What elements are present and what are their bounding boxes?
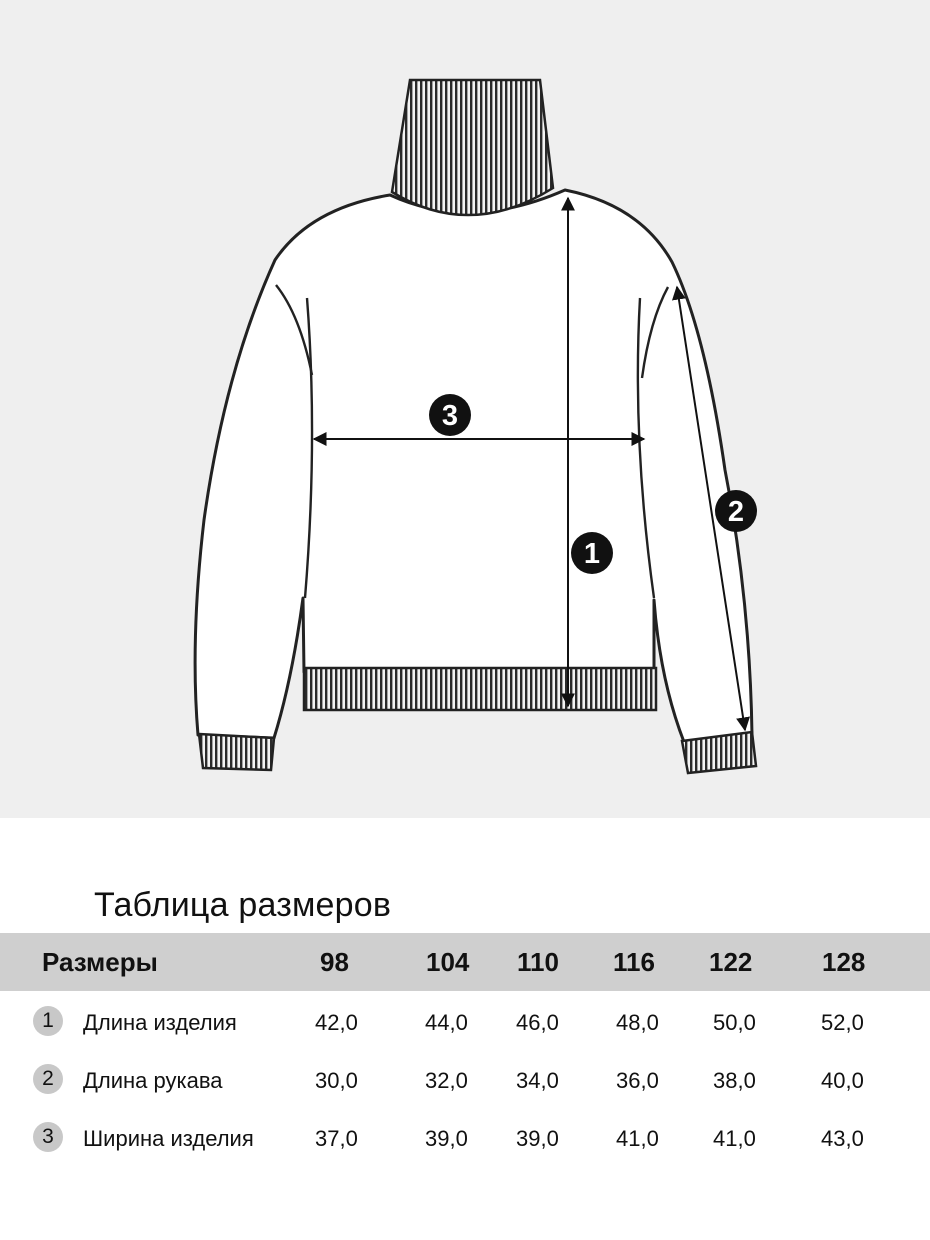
cell-value: 52,0 <box>821 1010 864 1035</box>
cell-value: 36,0 <box>616 1068 659 1093</box>
cell-value: 46,0 <box>516 1010 559 1035</box>
cell-value: 41,0 <box>616 1126 659 1151</box>
cell-value: 43,0 <box>821 1126 864 1151</box>
row-label: Длина рукава <box>83 1068 223 1093</box>
sweater-body <box>195 190 752 742</box>
cell-value: 39,0 <box>425 1126 468 1151</box>
header-size-128: 128 <box>822 947 866 977</box>
row-number-badge: 3 <box>33 1122 63 1152</box>
cell-value: 30,0 <box>315 1068 358 1093</box>
collar-rib <box>392 80 553 215</box>
table-row <box>0 1122 930 1162</box>
marker-2-label: 2 <box>727 496 745 528</box>
row-number-badge: 2 <box>33 1064 63 1094</box>
cell-value: 50,0 <box>713 1010 756 1035</box>
header-size-122: 122 <box>709 947 753 977</box>
marker-3-label: 3 <box>441 400 459 432</box>
cell-value: 37,0 <box>315 1126 358 1151</box>
cell-value: 41,0 <box>713 1126 756 1151</box>
row-label: Длина изделия <box>83 1010 237 1035</box>
hem-rib <box>304 668 656 710</box>
header-size-104: 104 <box>426 947 470 977</box>
row-label: Ширина изделия <box>83 1126 254 1151</box>
header-size-116: 116 <box>613 947 655 977</box>
cell-value: 39,0 <box>516 1126 559 1151</box>
size-table-header <box>0 933 930 991</box>
cell-value: 34,0 <box>516 1068 559 1093</box>
size-table-title: Таблица размеров <box>94 886 392 924</box>
left-cuff <box>199 734 274 770</box>
header-size-98: 98 <box>320 947 349 977</box>
table-row <box>0 1064 930 1104</box>
header-size-110: 110 <box>517 947 559 977</box>
cell-value: 38,0 <box>713 1068 756 1093</box>
cell-value: 40,0 <box>821 1068 864 1093</box>
cell-value: 44,0 <box>425 1010 468 1035</box>
cell-value: 48,0 <box>616 1010 659 1035</box>
header-label: Размеры <box>42 947 158 977</box>
marker-1-label: 1 <box>583 538 601 570</box>
cell-value: 42,0 <box>315 1010 358 1035</box>
cell-value: 32,0 <box>425 1068 468 1093</box>
table-row <box>0 1006 930 1046</box>
row-number-badge: 1 <box>33 1006 63 1036</box>
